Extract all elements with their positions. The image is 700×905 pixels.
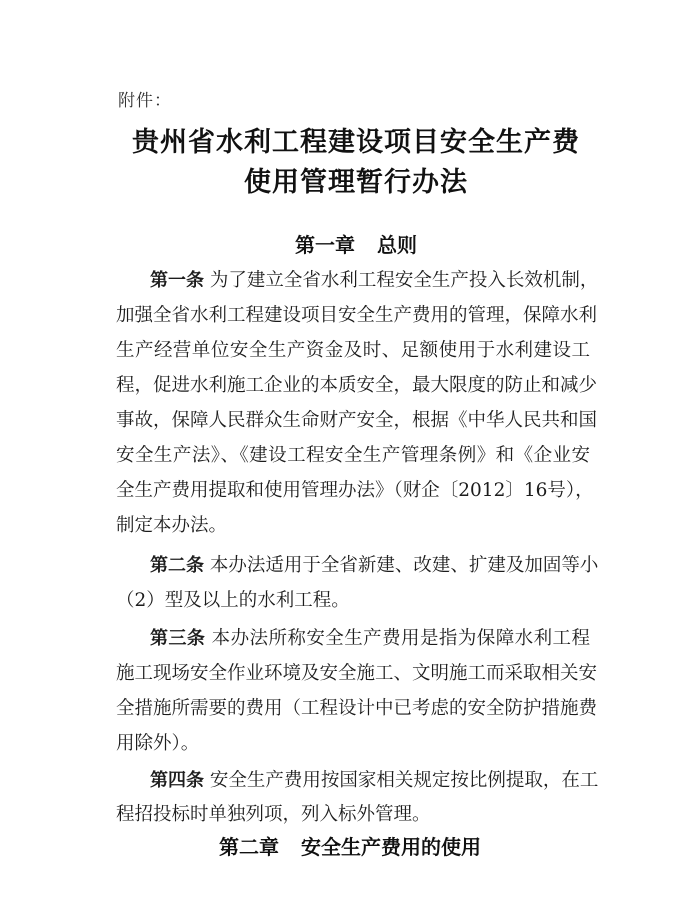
article-text: 为了建立全省水利工程安全生产投入长效机制， xyxy=(209,270,599,291)
article-1-line-6: 安全生产法》、《建设工程安全生产管理条例》和《企业安 xyxy=(116,445,590,466)
article-text: 本办法适用于全省新建、改建、扩建及加固等小 xyxy=(209,555,599,576)
chapter-name: 安全生产费用的使用 xyxy=(301,835,481,859)
chapter-number: 第一章 xyxy=(295,233,355,257)
article-1-line-1 xyxy=(150,266,599,292)
article-text: 本办法所称安全生产费用是指为保障水利工程 xyxy=(211,628,590,649)
article-number: 第一条 xyxy=(150,270,204,291)
article-number: 第四条 xyxy=(150,770,204,791)
article-1-line-7: 全生产费用提取和使用管理办法》（财企〔2012〕16号）， xyxy=(116,480,594,501)
article-3-line-1 xyxy=(150,624,590,650)
article-3-line-3: 全措施所需要的费用（工程设计中已考虑的安全防护措施费 xyxy=(116,698,598,719)
chapter-heading-1 xyxy=(6,229,700,258)
article-2-line-2: （2）型及以上的水利工程。 xyxy=(116,590,350,611)
attachment-label: 附件： xyxy=(118,91,172,111)
article-3-line-2: 施工现场安全作业环境及安全施工、文明施工而采取相关安 xyxy=(116,663,598,684)
article-1-line-4: 程，促进水利施工企业的本质安全，最大限度的防止和减少 xyxy=(116,375,598,396)
article-number: 第二条 xyxy=(150,555,204,576)
article-1-line-5: 事故，保障人民群众生命财产安全，根据《中华人民共和国 xyxy=(116,410,598,431)
article-1-line-8: 制定本办法。 xyxy=(116,515,228,536)
article-1-line-2: 加强全省水利工程建设项目安全生产费用的管理，保障水利 xyxy=(116,305,598,326)
article-text: 安全生产费用按国家相关规定按比例提取，在工 xyxy=(209,770,599,791)
document-title-line2: 使用管理暂行办法 xyxy=(244,167,468,198)
document-title-line1: 贵州省水利工程建设项目安全生产费 xyxy=(132,127,580,158)
chapter-name: 总则 xyxy=(377,233,417,257)
article-2-line-1 xyxy=(150,551,599,577)
article-3-line-4: 用除外）。 xyxy=(116,733,200,754)
article-1-line-3: 生产经营单位安全生产资金及时、足额使用于水利建设工 xyxy=(116,340,590,361)
article-4-line-1 xyxy=(150,766,599,792)
chapter-heading-2 xyxy=(0,831,700,860)
chapter-number: 第二章 xyxy=(219,835,279,859)
article-number: 第三条 xyxy=(150,628,206,649)
article-4-line-2: 程招投标时单独列项，列入标外管理。 xyxy=(116,804,431,825)
